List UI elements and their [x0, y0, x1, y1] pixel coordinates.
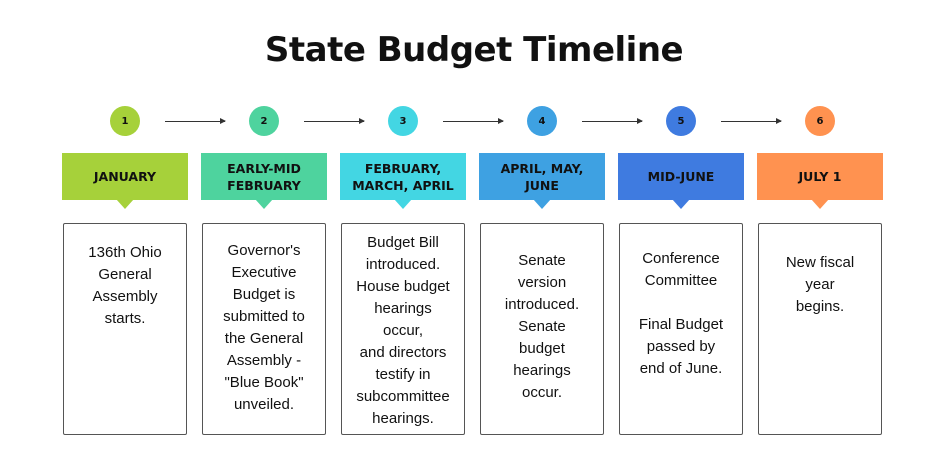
page-title: State Budget Timeline [264, 30, 684, 70]
step-2-description-box [202, 223, 326, 435]
step-5-description: Conference Committee Final Budget passed by end of June. [638, 250, 724, 377]
step-4-header: APRIL, MAY, JUNE [479, 153, 605, 200]
step-1-number-circle: 1 [110, 106, 140, 136]
arrow-1-to-2 [165, 121, 225, 122]
step-5-number-circle: 5 [666, 106, 696, 136]
arrow-5-to-6 [721, 121, 781, 122]
arrow-2-to-3 [304, 121, 364, 122]
step-5-header: MID-JUNE [618, 153, 744, 200]
step-6-description: New fiscal year begins. [785, 254, 855, 315]
step-3-description-box [341, 223, 465, 435]
step-2-number-circle: 2 [249, 106, 279, 136]
step-6-header: JULY 1 [757, 153, 883, 200]
step-6-description-box [758, 223, 882, 435]
step-3-number-circle: 3 [388, 106, 418, 136]
step-3-description: Budget Bill introduced. House budget hearings occur, and directors testify in subcommittee hearings. [356, 234, 450, 427]
step-6-number-circle: 6 [805, 106, 835, 136]
step-1-header: JANUARY [62, 153, 188, 200]
step-4-description: Senate version introduced. Senate budget hearings occur. [504, 252, 580, 401]
step-2-description: Governor's Executive Budget is submitted to the General Assembly - "Blue Book" unveiled. [223, 242, 305, 413]
step-1-description: 136th Ohio General Assembly starts. [88, 244, 162, 327]
step-5-description-box [619, 223, 743, 435]
step-2-header: EARLY-MID FEBRUARY [201, 153, 327, 200]
step-1-description-box [63, 223, 187, 435]
step-4-description-box [480, 223, 604, 435]
step-3-header: FEBRUARY, MARCH, APRIL [340, 153, 466, 200]
step-4-number-circle: 4 [527, 106, 557, 136]
arrow-3-to-4 [443, 121, 503, 122]
arrow-4-to-5 [582, 121, 642, 122]
